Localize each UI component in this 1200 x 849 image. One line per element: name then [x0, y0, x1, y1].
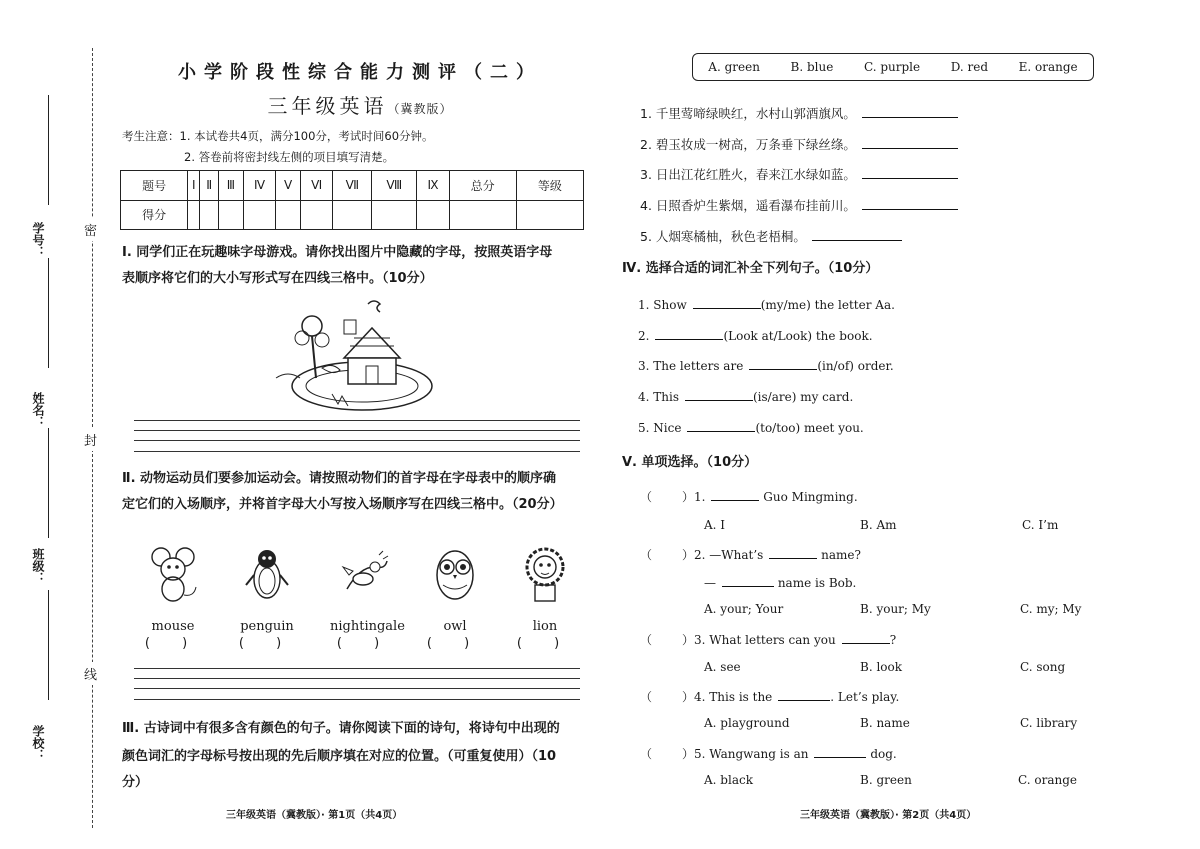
score-cell: Ⅷ	[372, 171, 417, 201]
answer-blank	[814, 745, 866, 758]
mouse-icon	[147, 545, 199, 603]
animal-card	[420, 545, 490, 651]
section3-line2: 颜色词汇的字母标号按出现的先后顺序填在对应的位置。（可重复使用）（10	[122, 749, 557, 764]
mc-option[interactable]: C. library	[1020, 716, 1078, 730]
poem-row	[640, 227, 902, 245]
mc-question-2	[640, 546, 861, 563]
fill-item	[638, 419, 864, 435]
answer-blank	[842, 631, 890, 644]
section2-line1: Ⅱ. 动物运动员们要参加运动会。请按照动物们的首字母在字母表中的顺序确	[122, 471, 557, 486]
exam-title: 小学阶段性综合能力测评（二）	[178, 62, 542, 83]
poem-row	[640, 135, 958, 153]
answer-blank[interactable]	[862, 197, 958, 210]
mc-option[interactable]: B. look	[860, 660, 903, 674]
answer-blank	[722, 574, 774, 587]
answer-paren[interactable]: （	[640, 633, 653, 647]
mc-option[interactable]: B. name	[860, 716, 910, 730]
answer-blank[interactable]	[655, 327, 723, 340]
fill-item-pre: 5. Nice	[638, 421, 682, 435]
score-input-cell[interactable]	[516, 200, 583, 230]
animal-card	[330, 545, 405, 651]
seal-mark-mi: 密	[84, 218, 97, 241]
mc-option[interactable]: A. I	[704, 518, 726, 532]
section1-line2: 表顺序将它们的大小写形式写在四线三格中。（10分）	[122, 271, 433, 286]
mc-option[interactable]: A. your; Your	[704, 602, 784, 616]
poem-text: 4. 日照香炉生紫烟，遥看瀑布挂前川。	[640, 198, 856, 213]
notice-line-1: 考生注意：1. 本试卷共4页，满分100分，考试时间60分钟。	[122, 129, 434, 143]
mc-option[interactable]: C. song	[1020, 660, 1066, 674]
section3-line1: Ⅲ. 古诗词中有很多含有颜色的句子。请你阅读下面的诗句，将诗句中出现的	[122, 721, 560, 736]
animal-name: penguin	[240, 619, 294, 634]
exam-subtitle	[140, 90, 580, 119]
score-cell: Ⅶ	[333, 171, 372, 201]
footer-right: 三年级英语（冀教版）· 第2页（共4页）	[800, 810, 977, 821]
mc-question-1	[640, 488, 858, 505]
option-b: B. blue	[790, 60, 834, 74]
section5-title: Ⅴ. 单项选择。（10分）	[622, 455, 758, 470]
answer-bracket[interactable]: ( )	[426, 636, 484, 651]
class-label: 班级：	[31, 548, 45, 584]
score-cell: 等级	[516, 171, 583, 201]
poem-text: 1. 千里莺啼绿映红，水村山郭酒旗风。	[640, 106, 856, 121]
student-no-label: 学号：	[31, 222, 45, 258]
student-no-line	[48, 95, 49, 205]
mc-option[interactable]: C. orange	[1018, 773, 1078, 787]
score-input-cell[interactable]	[333, 200, 372, 230]
score-input-cell[interactable]	[218, 200, 243, 230]
score-cell: Ⅳ	[243, 171, 275, 201]
question-stem: ）2. —What’s	[682, 548, 764, 562]
answer-blank[interactable]	[693, 296, 761, 309]
question-post: name?	[821, 548, 861, 562]
score-input-cell[interactable]	[301, 200, 333, 230]
mc-option[interactable]: B. your; My	[860, 602, 931, 616]
score-cell: Ⅱ	[200, 171, 219, 201]
question-post: dog.	[870, 747, 897, 761]
answer-paren[interactable]: （	[640, 690, 653, 704]
fill-item-pre: 3. The letters are	[638, 359, 744, 373]
dialog-dash: —	[704, 576, 716, 590]
option-e: E. orange	[1018, 60, 1078, 74]
owl-icon	[429, 545, 481, 603]
section1-line1: Ⅰ. 同学们正在玩趣味字母游戏。请你找出图片中隐藏的字母，按照英语字母	[122, 245, 553, 260]
animal-card	[510, 545, 580, 651]
fill-item	[638, 327, 873, 343]
question-stem: ）1.	[682, 490, 706, 504]
notice-line-2: 2. 答卷前将密封线左侧的项目填写清楚。	[184, 150, 395, 164]
answer-bracket[interactable]: ( )	[336, 636, 394, 651]
answer-paren[interactable]: （	[640, 747, 653, 761]
animal-card	[138, 545, 208, 651]
mc-question-5	[640, 745, 897, 762]
fill-item-pre: 4. This	[638, 390, 679, 404]
answer-blank[interactable]	[862, 105, 958, 118]
answer-blank[interactable]	[862, 136, 958, 149]
mc-option[interactable]: C. my; My	[1020, 602, 1082, 616]
animal-name: mouse	[151, 619, 195, 634]
question-post: . Let’s play.	[830, 690, 900, 704]
mc-option[interactable]: C. I’m	[1022, 518, 1059, 532]
score-row-label: 得分	[121, 200, 188, 230]
score-table	[120, 170, 584, 230]
name-line	[48, 428, 49, 538]
answer-bracket[interactable]: ( )	[238, 636, 296, 651]
hidden-letters-house-illustration	[272, 298, 440, 418]
score-cell: 总分	[449, 171, 516, 201]
footer-left: 三年级英语（冀教版）· 第1页（共4页）	[226, 810, 403, 821]
answer-blank	[778, 688, 830, 701]
answer-bracket[interactable]: ( )	[516, 636, 574, 651]
fill-item-post: (to/too) meet you.	[755, 421, 864, 435]
score-input-cell[interactable]	[372, 200, 417, 230]
student-no-line-lower	[48, 258, 49, 368]
answer-blank	[711, 488, 759, 501]
score-input-cell[interactable]	[417, 200, 449, 230]
answer-bracket[interactable]: ( )	[144, 636, 202, 651]
question-post: ?	[889, 633, 897, 647]
answer-blank	[769, 546, 817, 559]
poem-text: 3. 日出江花红胜火，春来江水绿如蓝。	[640, 167, 856, 182]
option-a: A. green	[708, 60, 760, 74]
answer-blank[interactable]	[685, 388, 753, 401]
section3-line3: 分）	[122, 775, 149, 790]
score-table-header-row	[121, 171, 584, 201]
mc-option[interactable]: B. green	[860, 773, 912, 787]
poem-row	[640, 104, 958, 122]
lion-icon	[519, 545, 571, 603]
fill-item-post: (in/of) order.	[817, 359, 894, 373]
animal-name: owl	[443, 619, 467, 634]
poem-row	[640, 165, 958, 183]
mc-option[interactable]: A. see	[704, 660, 741, 674]
animal-card	[232, 545, 302, 651]
answer-paren[interactable]: （	[640, 548, 653, 562]
option-c: C. purple	[863, 60, 921, 74]
writing-lines-section1[interactable]	[134, 420, 580, 452]
fill-item-pre: 2.	[638, 329, 650, 343]
question-post: name is Bob.	[777, 576, 857, 590]
score-input-cell[interactable]	[449, 200, 516, 230]
poem-text: 2. 碧玉妆成一树高，万条垂下绿丝绦。	[640, 137, 856, 152]
section2-line2: 定它们的入场顺序，并将首字母大小写按入场顺序写在四线三格中。（20分）	[122, 497, 563, 512]
score-cell: Ⅲ	[218, 171, 243, 201]
score-cell: Ⅰ	[188, 171, 200, 201]
score-table-score-row	[121, 200, 584, 230]
mc-option[interactable]: A. black	[704, 773, 753, 787]
fill-item-post: (my/me) the letter Aa.	[760, 298, 895, 312]
fill-item-post: (Look at/Look) the book.	[723, 329, 873, 343]
fill-item	[638, 388, 853, 404]
animal-name: lion	[532, 619, 558, 634]
score-input-cell[interactable]	[276, 200, 301, 230]
fill-item	[638, 296, 895, 312]
mc-option[interactable]: B. Am	[860, 518, 897, 532]
option-d: D. red	[950, 60, 989, 74]
poem-row	[640, 196, 958, 214]
mc-question-3	[640, 631, 896, 648]
question-stem: ）4. This is the	[682, 690, 773, 704]
section4-title: Ⅳ. 选择合适的词汇补全下列句子。（10分）	[622, 261, 879, 276]
score-cell: Ⅵ	[301, 171, 333, 201]
score-input-cell[interactable]	[243, 200, 275, 230]
fill-item-pre: 1. Show	[638, 298, 687, 312]
fill-item	[638, 357, 894, 373]
mc-option[interactable]: A. playground	[704, 716, 790, 730]
score-cell: 题号	[121, 171, 188, 201]
school-label: 学校：	[31, 725, 45, 761]
question-post: Guo Mingming.	[763, 490, 858, 504]
poem-text: 5. 人烟寒橘柚，秋色老梧桐。	[640, 229, 806, 244]
edition-label: （冀教版）	[387, 102, 453, 116]
mc-question-2-line2	[704, 574, 856, 590]
question-stem: ）3. What letters can you	[682, 633, 836, 647]
name-label: 姓名：	[31, 392, 45, 428]
seal-mark-xian: 线	[84, 662, 97, 685]
score-input-cell[interactable]	[188, 200, 200, 230]
answer-blank[interactable]	[812, 228, 902, 241]
answer-paren[interactable]: （	[640, 490, 653, 504]
class-line	[48, 590, 49, 700]
score-cell: Ⅴ	[276, 171, 301, 201]
color-options-box	[692, 53, 1094, 81]
question-stem: ）5. Wangwang is an	[682, 747, 809, 761]
bird-icon	[339, 545, 391, 603]
writing-lines-section2[interactable]	[134, 668, 580, 700]
answer-blank[interactable]	[749, 357, 817, 370]
penguin-icon	[241, 545, 293, 603]
subject-label: 三年级英语	[267, 94, 388, 118]
seal-mark-feng: 封	[84, 428, 97, 451]
score-cell: Ⅸ	[417, 171, 449, 201]
score-input-cell[interactable]	[200, 200, 219, 230]
fill-item-post: (is/are) my card.	[753, 390, 854, 404]
mc-question-4	[640, 688, 899, 705]
answer-blank[interactable]	[862, 166, 958, 179]
animal-name: nightingale	[330, 619, 405, 634]
answer-blank[interactable]	[687, 419, 755, 432]
